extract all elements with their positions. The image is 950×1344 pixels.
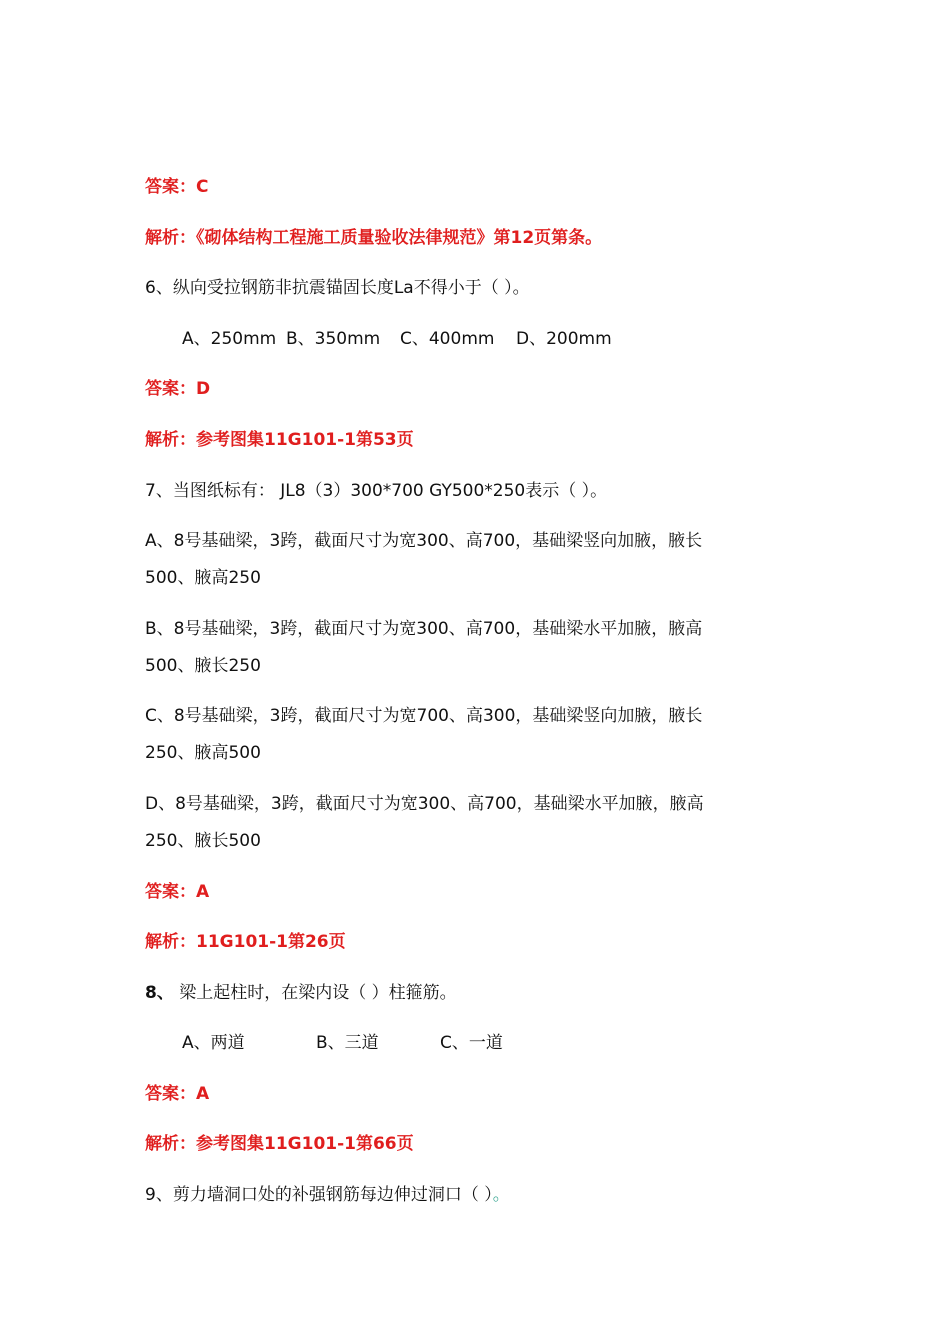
analysis-7: 解析：11G101-1第26页	[145, 932, 346, 952]
option-6-a: A、250mm	[182, 329, 277, 349]
option-7-d-line2: 250、腋长500	[145, 831, 261, 851]
option-7-a-line2: 500、腋高250	[145, 568, 261, 588]
option-8-c: C、一道	[440, 1033, 503, 1053]
question-9-text: 9、剪力墙洞口处的补强钢筋每边伸过洞口（ ）	[145, 1185, 493, 1205]
option-6-d: D、200mm	[516, 329, 612, 349]
option-8-b: B、三道	[316, 1033, 379, 1053]
options-6	[182, 328, 612, 350]
answer-7: 答案：A	[145, 882, 210, 902]
question-8-number: 8、	[145, 983, 174, 1003]
question-6: 6、纵向受拉钢筋非抗震锚固长度La不得小于（ ）。	[145, 278, 530, 298]
option-7-b-line2: 500、腋长250	[145, 656, 261, 676]
answer-5: 答案：C	[145, 177, 209, 197]
question-8	[145, 982, 457, 1004]
option-7-c-line1: C、8号基础梁，3跨，截面尺寸为宽700、高300，基础梁竖向加腋，腋长	[145, 706, 703, 726]
question-8-text: 梁上起柱时，在梁内设（ ）柱箍筋。	[173, 983, 457, 1003]
question-9-end: 。	[492, 1185, 510, 1205]
answer-8: 答案：A	[145, 1084, 210, 1104]
analysis-6: 解析：参考图集11G101-1第53页	[145, 430, 414, 450]
question-7: 7、当图纸标有： JL8（3）300*700 GY500*250表示（ ）。	[145, 481, 608, 501]
option-8-a: A、两道	[182, 1033, 245, 1053]
question-9	[145, 1184, 510, 1206]
option-6-b: B、350mm	[286, 329, 381, 349]
option-7-d-line1: D、8号基础梁，3跨，截面尺寸为宽300、高700，基础梁水平加腋，腋高	[145, 794, 704, 814]
option-7-a-line1: A、8号基础梁，3跨，截面尺寸为宽300、高700，基础梁竖向加腋，腋长	[145, 531, 703, 551]
option-7-c-line2: 250、腋高500	[145, 743, 261, 763]
option-7-b-line1: B、8号基础梁，3跨，截面尺寸为宽300、高700，基础梁水平加腋，腋高	[145, 619, 703, 639]
options-8	[182, 1032, 503, 1054]
option-6-c: C、400mm	[400, 329, 495, 349]
answer-6: 答案：D	[145, 379, 211, 399]
analysis-5: 解析：《砌体结构工程施工质量验收法律规范》第12页第条。	[145, 228, 603, 248]
analysis-8: 解析：参考图集11G101-1第66页	[145, 1134, 414, 1154]
